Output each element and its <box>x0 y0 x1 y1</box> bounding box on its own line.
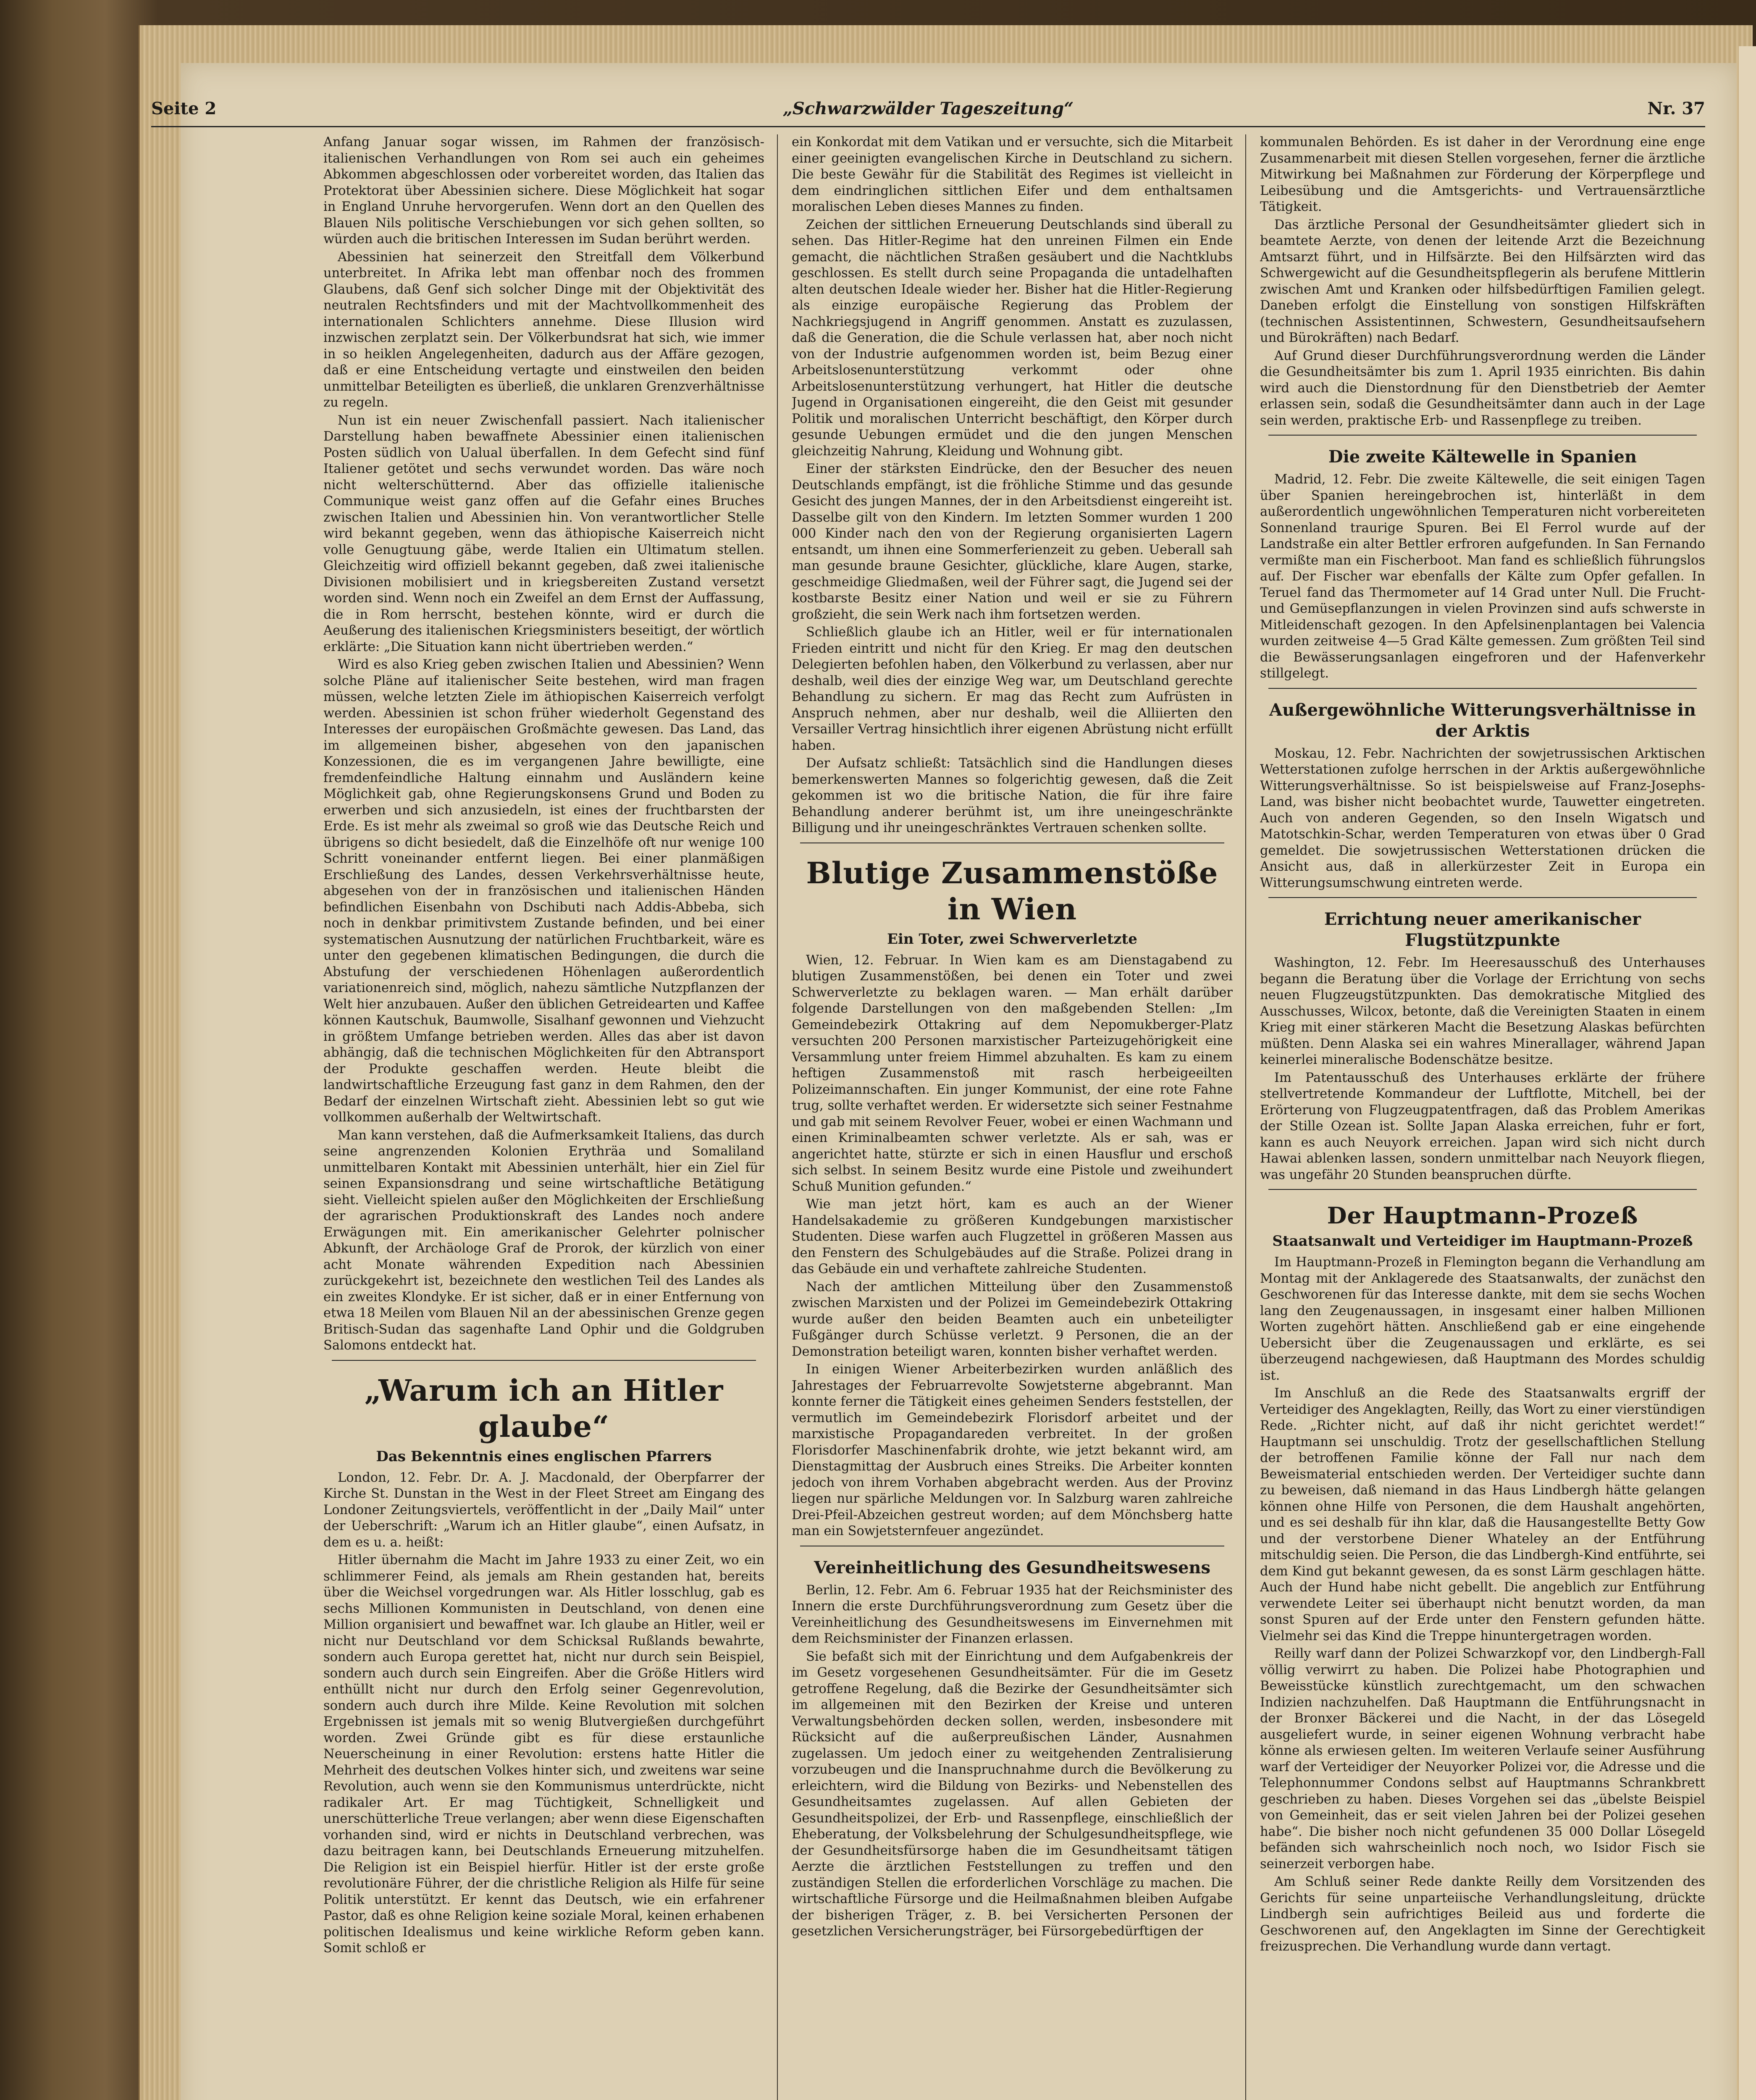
column-divider <box>1245 134 1246 2100</box>
paragraph: Wird es also Krieg geben zwischen Italien und Abessinien? Wenn solche Pläne auf italienischer Seite bestehen, wird man fragen müssen, welche letzten Ziele im äthiopischen Kaiserreich verfolgt werden. Abessinien ist schon früher wiederholt Gegenstand des Interesses der europäischen Großmächte gewesen. Das Land, das im allgemeinen bisher, abgesehen von den japanischen Konzessionen, die es im vergangenen Jahre bewilligte, eine fremdenfeindliche Haltung einnahm und Ausländern keine Möglichkeit gab, ohne Regierungskonsens Grund und Boden zu erwerben und sich anzusiedeln, ist eines der fruchtbarsten der Erde. Es ist mehr als zweimal so groß wie das Deutsche Reich und übrigens so dicht besiedelt, daß die Einzelhöfe oft nur wenige 100 Schritt voneinander entfernt liegen. Bei einer planmäßigen Erschließung des Landes, dessen Verkehrsverhältnisse heute, abgesehen von der in französischen und italienischen Händen befindlichen Eisenbahn von Dschibuti nach Addis-Abbeba, sich noch in denkbar primitivstem Zustande befinden, und bei einer systematischen Ausnutzung der natürlichen Fruchtbarkeit, wäre es unter den gegebenen klimatischen Bedingungen, die durch die Abstufung der verschiedenen Höhenlagen außerordentlich variationenreich sind, möglich, nahezu sämtliche Nutzpflanzen der Welt hier anzubauen. Außer den üblichen Getreidearten und Kaffee können Kautschuk, Baumwolle, Sisalhanf gewonnen und Viehzucht in größtem Umfange betrieben werden. Alles das aber ist davon abhängig, daß die technischen Möglichkeiten für den Abtransport der Produkte geschaffen werden. Heute bleibt die landwirtschaftliche Erzeugung fast ganz in dem Rahmen, den der Bedarf der einzelnen Wirtschaft zieht. Abessinien lebt so gut wie vollkommen außerhalb der Weltwirtschaft. <box>323 657 764 1125</box>
subheadline-hauptmann-prozess: Staatsanwalt und Verteidiger im Hauptmann-Prozeß <box>1272 1233 1693 1250</box>
article-separator <box>1268 435 1697 436</box>
paragraph: Auf Grund dieser Durchführungsverordnung werden die Länder die Gesundheitsämter bis zum 1. April 1935 einrichten. Bis dahin wird auch die Dienstordnung für den Dienstbetrieb der Aemter erlassen sein, sodaß die Gesundheitsämter dann auch in der Lage sein werden, praktische Erb- und Rassenpflege zu treiben. <box>1260 348 1705 428</box>
headline-flugstuetzpunkte: Errichtung neuer amerikanischer Flugstützpunkte <box>1324 909 1641 950</box>
column-divider <box>777 134 778 2100</box>
page-label: Seite 2 <box>151 99 217 118</box>
paragraph: London, 12. Febr. Dr. A. J. Macdonald, der Oberpfarrer der Kirche St. Dunstan in the West in der Fleet Street am Eingang des Londoner Zeitungsviertels, veröffentlicht in der „Daily Mail“ unter der Ueberschrift: „Warum ich an Hitler glaube“, einen Aufsatz, in dem es u. a. heißt: <box>323 1470 764 1550</box>
page-header <box>151 99 1705 124</box>
paragraph: Washington, 12. Febr. Im Heeresausschuß des Unterhauses begann die Beratung über die Vorlage der Errichtung von sechs neuen Flugzeugstützpunkten. Das demokratische Mitglied des Ausschusses, Wilcox, betonte, daß die Vereinigten Staaten in einem Krieg mit einer stärkeren Macht die Besetzung Alaskas befürchten müßten. Denn Alaska sei ein wahres Minerallager, während Japan keinerlei mineralische Bodenschätze besitze. <box>1260 956 1705 1067</box>
paragraph: Einer der stärksten Eindrücke, den der Besucher des neuen Deutschlands empfängt, ist die fröhliche Stimme und das gesunde Gesicht des jungen Mannes, der in den Arbeitsdienst eingereiht ist. Dasselbe gilt von den Kindern. Im letzten Sommer wurden 1 200 000 Kinder nach den von der Regierung organisierten Lagern entsandt, um ihnen eine Sommerferienzeit zu geben. Ueberall sah man gesunde braune Gesichter, glückliche, klare Augen, starke, geschmeidige Gliedmaßen, weil der Führer sagt, die Jugend sei der kostbarste Besitz einer Nation und weil er sie zu Führern großzieht, die sein Werk nach ihm fortsetzen werden. <box>792 462 1233 622</box>
paragraph: Wie man jetzt hört, kam es auch an der Wiener Handelsakademie zu größeren Kundgebungen marxistischer Studenten. Diese warfen auch Flugzettel in größeren Massen aus den Fenstern des Schulgebäudes auf die Straße. Polizei drang in das Gebäude ein und verhaftete zahlreiche Studenten. <box>792 1197 1233 1276</box>
paragraph: Reilly warf dann der Polizei Schwarzkopf vor, den Lindbergh-Fall völlig verwirrt zu haben. Die Polizei habe Photographien und Beweisstücke künstlich zurechtgemacht, um den schwachen Indizien nachzuhelfen. Daß Hauptmann die Entführungsnacht in der Bronxer Bäckerei und die Nacht, in der das Lösegeld ausgeliefert wurde, in seiner eigenen Wohnung verbracht habe könne als erwiesen gelten. Im weiteren Verlaufe seiner Ausführung warf der Verteidiger der Neuyorker Polizei vor, die Adresse und die Telephonnummer Condons selbst auf Hauptmanns Schrankbrett geschrieben zu haben. Dieses Vorgehen sei das „übelste Beispiel von Gemeinheit, das er seit vielen Jahren bei der Polizei gesehen habe“. Die bisher noch nicht gefundenen 35 000 Dollar Lösegeld befänden sich wahrscheinlich noch noch, wo Isidor Fisch sie seinerzeit verborgen habe. <box>1260 1646 1705 1872</box>
paragraph: Im Anschluß an die Rede des Staatsanwalts ergriff der Verteidiger des Angeklagten, Reilly, das Wort zu einer vierstündigen Rede. „Richter nicht, auf daß ihr nicht gerichtet werdet!“ Hauptmann sei unschuldig. Trotz der gesellschaftlichen Stellung der betroffenen Familie könne der Fall nur nach dem Beweismaterial entschieden werden. Der Verteidiger suchte dann zu beweisen, daß niemand in das Haus Lindbergh hätte gelangen können ohne Hilfe von Personen, die dem Haushalt angehörten, und es sei deshalb für ihn klar, daß die Hausangestellte Betty Gow und der verstorbene Diener Whateley an der Entführung mitschuldig seien. Die Person, die das Lindbergh-Kind entführte, sei dem Kind gut bekannt gewesen, da es sonst Lärm geschlagen hätte. Auch der Hund habe nicht gebellt. Die angeblich zur Entführung verwendete Leiter sei überhaupt nicht benutzt worden, da man sonst Spuren auf der Erde unter den Fenstern gefunden hätte. Vielmehr sei das Kind die Treppe hinuntergetragen worden. <box>1260 1386 1705 1643</box>
issue-number: Nr. 37 <box>1647 99 1705 118</box>
subheadline-hitler: Das Bekenntnis eines englischen Pfarrers <box>376 1448 712 1465</box>
paragraph: Man kann verstehen, daß die Aufmerksamkeit Italiens, das durch seine angrenzenden Kolonien Erythräa und Somaliland unmittelbaren Kontakt mit Abessinien unterhält, hier ein Ziel für seinen Expansionsdrang und seine wirtschaftliche Betätigung sieht. Vielleicht spielen außer den Möglichkeiten der Erschließung der agrarischen Produktionskraft des Landes noch andere Erwägungen mit. Ein amerikanischer Gelehrter polnischer Abkunft, der Archäologe Graf de Prorok, der kürzlich von einer acht Monate währenden Expedition nach Abessinien zurückgekehrt ist, bezeichnete den westlichen Teil des Landes als ein zweites Klondyke. Er ist sicher, daß er in einer Entfernung von etwa 18 Meilen vom Blauen Nil an der abessinischen Grenze gegen Britisch-Sudan das sagenhafte Land Ophir und die Goldgruben Salomons entdeckt hat. <box>323 1128 764 1353</box>
paragraph: Anfang Januar sogar wissen, im Rahmen der französisch-italienischen Verhandlungen von Rom sei auch ein geheimes Abkommen abgeschlossen oder vorbereitet worden, das Italien das Protektorat über Abessinien sichere. Diese Möglichkeit hat sogar in England Unruhe hervorgerufen. Wenn dort an den Quellen des Blauen Nils politische Verschiebungen vor sich gehen sollten, so würden auch die britischen Interessen im Sudan berührt werden. <box>323 135 764 247</box>
column-3 <box>1260 134 1705 2100</box>
article-separator <box>1268 897 1697 898</box>
paragraph: Im Patentausschuß des Unterhauses erklärte der frühere stellvertretende Kommandeur der Luftflotte, Mitchell, bei der Erörterung von Flugzeugpatentfragen, daß das Problem Amerikas der Stille Ozean ist. Sollte Japan Alaska erreichen, fuhr er fort, kann es auch Neuyork erreichen. Japan wird sich nicht durch Hawai ablenken lassen, sondern unmittelbar nach Neuyork fliegen, was ungefähr 20 Stunden beanspruchen dürfte. <box>1260 1070 1705 1182</box>
header-rule <box>151 126 1705 127</box>
column-2 <box>792 134 1233 2100</box>
headline-hauptmann-prozess: Der Hauptmann-Prozeß <box>1327 1202 1638 1229</box>
paragraph: ein Konkordat mit dem Vatikan und er versuchte, sich die Mitarbeit einer geeinigten evangelischen Kirche in Deutschland zu sichern. Die beste Gewähr für die Stabilität des Regimes ist vielleicht in dem eindringlichen sittlichen Eifer und dem enthaltsamen moralischen Leben dieses Mannes zu finden. <box>792 135 1233 214</box>
paragraph: Madrid, 12. Febr. Die zweite Kältewelle, die seit einigen Tagen über Spanien hereingebrochen ist, hinterläßt in dem außerordentlich ungewöhnlichen Temperaturen nicht vorbereiteten Sonnenland traurige Spuren. Bei El Ferrol wurde auf der Landstraße ein alter Bettler erfroren aufgefunden. In San Fernando vermißte man ein Fischerboot. Man fand es schließlich führungslos auf. Der Fischer war ebenfalls der Kälte zum Opfer gefallen. In Teruel fand das Thermometer auf 14 Grad unter Null. Die Frucht- und Gemüsepflanzungen in vielen Provinzen sind aufs schwerste in Mitleidenschaft gezogen. In den Apfelsinenplantagen bei Valencia wurden zeitweise 4—5 Grad Kälte gemessen. Zum größten Teil sind die Bewässerungsanlagen eingefroren und der Hafenverkehr stillgelegt. <box>1260 472 1705 681</box>
paragraph: Sie befaßt sich mit der Einrichtung und dem Aufgabenkreis der im Gesetz vorgesehenen Gesundheitsämter. Für die im Gesetz getroffene Regelung, daß die Bezirke der Gesundheitsämter sich im allgemeinen mit den Bezirken der Kreise und unteren Verwaltungsbehörden decken sollen, werden, insbesondere mit Rücksicht auf die außerpreußischen Länder, Ausnahmen zugelassen. Um jedoch einer zu weitgehenden Zentralisierung vorzubeugen und die Inanspruchnahme durch die Bevölkerung zu erleichtern, wird die Bildung von Bezirks- und Nebenstellen des Gesundheitsamtes zugelassen. Auf allen Gebieten der Gesundheitspolizei, der Erb- und Rassenpflege, einschließlich der Eheberatung, der Volksbelehrung der Schulgesundheitspflege, wie der Gesundheitsfürsorge haben die im Gesundheitsamt tätigen Aerzte die ärztlichen Feststellungen zu treffen und den zuständigen Stellen die erforderlichen Vorschläge zu machen. Die wirtschaftliche Fürsorge und die Heilmaßnahmen bleiben Aufgabe der bisherigen Träger, z. B. bei Versicherten Personen der gesetzlichen Versicherungsträger, bei Fürsorgebedürftigen der <box>792 1649 1233 1939</box>
paragraph: Der Aufsatz schließt: Tatsächlich sind die Handlungen dieses bemerkenswerten Mannes so folgerichtig gewesen, daß die Zeit gekommen ist wo die britische Nation, die für ihre faire Behandlung anderer berühmt ist, um ihre uneingeschränkte Billigung und ihr uneingeschränktes Vertrauen schenken sollte. <box>792 756 1233 835</box>
headline-kaeltewelle: Die zweite Kältewelle in Spanien <box>1328 447 1637 467</box>
headline-gesundheitswesen: Vereinheitlichung des Gesundheitswesens <box>814 1557 1210 1578</box>
facing-page-edge <box>1739 46 1756 2100</box>
paragraph: Berlin, 12. Febr. Am 6. Februar 1935 hat der Reichsminister des Innern die erste Durchführungsverordnung zum Gesetz über die Vereinheitlichung des Gesundheitswesens im Einvernehmen mit dem Reichsminister der Finanzen erlassen. <box>792 1583 1233 1646</box>
article-separator <box>1268 688 1697 689</box>
paragraph: Hitler übernahm die Macht im Jahre 1933 zu einer Zeit, wo ein schlimmerer Feind, als jemals am Rhein gestanden hat, bereits über die Weichsel vorgedrungen war. Als Hitler losschlug, gab es sechs Millionen Kommunisten in Deutschland, von denen eine Million organisiert und bewaffnet war. Ich glaube an Hitler, weil er nicht nur Deutschland vor dem Schicksal Rußlands bewahrte, sondern auch Europa gerettet hat, nicht nur durch sein Beispiel, sondern auch durch sein Eingreifen. Aber die Größe Hitlers wird enthüllt nicht nur durch den Erfolg seiner Gegenrevolution, sondern auch durch ihre Milde. Keine Revolution mit solchen Ergebnissen ist jemals mit so wenig Blutvergießen durchgeführt worden. Zwei Gründe gibt es für diese erstaunliche Neuerscheinung in einer Revolution: erstens hatte Hitler die Mehrheit des deutschen Volkes hinter sich, und zweitens war seine Revolution, auch wenn sie den Kommunismus unterdrückte, nicht radikaler Art. Er mag Tüchtigkeit, Schnelligkeit und unerschütterliche Treue verlangen; aber wenn diese Eigenschaften vorhanden sind, wird er nichts in Deutschland verbrechen, was dazu beitragen kann, bei Deutschlands Erneuerung mitzuhelfen. Die Religion ist ein Beispiel hierfür. Hitler ist der erste große revolutionäre Führer, der die christliche Religion als Hilfe für seine Politik unterstützt. Er kennt das Deutsch, wie ein erfahrener Pastor, daß es ohne Religion keine soziale Moral, keinen erhabenen politischen Idealismus und keine wirkliche Reform geben kann. Somit schloß er <box>323 1553 764 1956</box>
article-separator <box>332 1360 756 1361</box>
paragraph: kommunalen Behörden. Es ist daher in der Verordnung eine enge Zusammenarbeit mit diesen Stellen vorgesehen, ferner die ärztliche Mitwirkung bei Maßnahmen zur Förderung der Körperpflege und Leibesübung und die Amtsgerichts- und Vertrauensärztliche Tätigkeit. <box>1260 135 1705 214</box>
headline-hitler: „Warum ich an Hitler glaube“ <box>364 1373 724 1444</box>
paper-title: „Schwarzwälder Tageszeitung“ <box>782 99 1074 118</box>
column-1 <box>323 134 764 2100</box>
paragraph: Moskau, 12. Febr. Nachrichten der sowjetrussischen Arktischen Wetterstationen zufolge herrschen in der Arktis außergewöhnliche Witterungsverhältnisse. So ist beispielsweise auf Franz-Josephs-Land, was bisher nicht beobachtet wurde, Tauwetter eingetreten. Auch von anderen Gegenden, so den Inseln Wigatsch und Matotschkin-Schar, werden Temperaturen von etwas über 0 Grad gemeldet. Die sowjetrussischen Wetterstationen drücken die Ansicht aus, daß in allerkürzester Zeit in Europa ein Witterungsumschwung eintreten werde. <box>1260 746 1705 890</box>
paragraph: Nach der amtlichen Mitteilung über den Zusammenstoß zwischen Marxisten und der Polizei im Gemeindebezirk Ottakring wurde außer den beiden Beamten auch ein unbeteiligter Fußgänger durch Schüsse verletzt. 9 Personen, die an der Demonstration beteiligt waren, konnten bisher verhaftet werden. <box>792 1279 1233 1359</box>
paragraph: Am Schluß seiner Rede dankte Reilly dem Vorsitzenden des Gerichts für seine unparteiische Verhandlungsleitung, drückte Lindbergh sein aufrichtiges Beileid aus und forderte die Geschworenen auf, den Angeklagten im Sinne der Gerechtigkeit freizusprechen. Die Verhandlung wurde dann vertagt. <box>1260 1874 1705 1954</box>
paragraph: Nun ist ein neuer Zwischenfall passiert. Nach italienischer Darstellung haben bewaffnete Abessinier einen italienischen Posten südlich von Ualual überfallen. In dem Gefecht sind fünf Italiener getötet und sechs verwundet worden. Das wäre noch nicht welterschütternd. Aber das offizielle italienische Communique weist ganz offen auf die Gefahr eines Bruches zwischen Italien und Abessinien hin. Von verantwortlicher Stelle wird bekannt gegeben, wenn das äthiopische Kaiserreich nicht volle Genugtuung gäbe, werde Italien ein Ultimatum stellen. Gleichzeitig wird offiziell bekannt gegeben, daß zwei italienische Divisionen mobilisiert und in kriegsbereiten Zustand versetzt worden sind. Wenn noch ein Zweifel an dem Ernst der Auffassung, die in Rom herrscht, bestehen könnte, wird er durch die Aeußerung des italienischen Kriegsministers beseitigt, der wörtlich erklärte: „Die Situation kann nicht übertrieben werden.“ <box>323 413 764 654</box>
paragraph: Im Hauptmann-Prozeß in Flemington begann die Verhandlung am Montag mit der Anklagerede des Staatsanwalts, der zunächst den Geschworenen für das Interesse dankte, mit dem sie sechs Wochen lang den Zeugenaussagen, in insgesamt einer halben Millionen Worten zugehört hätten. Anschließend gab er eine eingehende Uebersicht über die Zeugenaussagen und erklärte, es sei überzeugend nachgewiesen, daß Hauptmann des Mordes schuldig ist. <box>1260 1255 1705 1383</box>
subheadline-wien: Ein Toter, zwei Schwerverletzte <box>887 930 1137 948</box>
paragraph: Wien, 12. Februar. In Wien kam es am Dienstagabend zu blutigen Zusammenstößen, bei denen ein Toter und zwei Schwerverletzte zu beklagen waren. — Man erhält darüber folgende Darstellungen von den maßgebenden Stellen: „Im Gemeindebezirk Ottakring auf dem Nepomukberger-Platz versuchten 200 Personen marxistischer Parteizugehörigkeit eine Versammlung unter freiem Himmel abzuhalten. Es kam zu einem heftigen Zusammenstoß mit rasch herbeigeeilten Polizeimannschaften. Ein junger Kommunist, der eine rote Fahne trug, sollte verhaftet werden. Er widersetzte sich seiner Festnahme und gab mit seinem Revolver Feuer, wobei er einen Wachmann und einen Kriminalbeamten schwer verletzte. Als er sah, was er angerichtet hatte, stürzte er sich in einen Hausflur und erschoß sich selbst. In seinem Besitz wurde eine Pistole und zweihundert Schuß Munition gefunden.“ <box>792 953 1233 1194</box>
article-separator <box>1268 1189 1697 1190</box>
headline-arktis: Außergewöhnliche Witterungsverhältnisse in der Arktis <box>1269 700 1696 741</box>
headline-wien: Blutige Zusammenstöße in Wien <box>806 855 1218 927</box>
paragraph: In einigen Wiener Arbeiterbezirken wurden anläßlich des Jahrestages der Februarrevolte Sowjetsterne abgebrannt. Man konnte ferner die Tätigkeit eines geheimen Senders feststellen, der vermutlich im Gemeindebezirk Florisdorf arbeitet und der marxistische Propagandareden verbreitet. In der großen Florisdorfer Maschinenfabrik drohte, wie jetzt bekannt wird, am Dienstagmittag der Ausbruch eines Streiks. Die Arbeiter konnten jedoch von ihrem Vorhaben abgebracht werden. Aus der Provinz liegen nur spärliche Meldungen vor. In Salzburg waren zahlreiche Drei-Pfeil-Abzeichen gestreut worden; auf dem Mönchsberg hatte man ein Sowjetsternfeuer angezündet. <box>792 1362 1233 1538</box>
paragraph: Zeichen der sittlichen Erneuerung Deutschlands sind überall zu sehen. Das Hitler-Regime hat den unreinen Filmen ein Ende gemacht, die nächtlichen Straßen gesäubert und die Nachtklubs geschlossen. Es stellt durch seine Propaganda die untadelhaften alten deutschen Ideale wieder her. Bisher hat die Hitler-Regierung als einzige europäische Regierung das Problem der Nachkriegsjugend in Angriff genommen. Anstatt es zuzulassen, daß die Generation, die die Schule verlassen hat, aber noch nicht von der Industrie aufgenommen worden ist, beim Bezug einer Arbeitslosenunterstützung verkommt oder ohne Arbeitslosenunterstützung verhungert, hat Hitler die deutsche Jugend in Organisationen eingereiht, die den Geist mit gesunder Politik und moralischen Unterricht beschäftigt, den Körper durch gesunde Uebungen ermüdet und die den jungen Menschen gleichzeitig Nahrung, Kleidung und Wohnung gibt. <box>792 217 1233 459</box>
paragraph: Das ärztliche Personal der Gesundheitsämter gliedert sich in beamtete Aerzte, von denen der leitende Arzt die Bezeichnung Amtsarzt führt, und in Hilfsärzte. Bei den Hilfsärzten wird das Schwergewicht auf die Gesundheitspflegerin als berufene Mittlerin zwischen Amt und Kranken oder hilfsbedürftigen Familien gelegt. Daneben erfolgt die Einstellung von sonstigen Hilfskräften (technischen Assistentinnen, Schwestern, Gesundheitsaufsehern und Bürokräften) nach Bedarf. <box>1260 217 1705 345</box>
paragraph: Abessinien hat seinerzeit den Streitfall dem Völkerbund unterbreitet. In Afrika lebt man offenbar noch des frommen Glaubens, daß Genf sich solcher Dinge mit der Objektivität des neutralen Rechtsfinders und mit der Machtvollkommenheit des internationalen Schlichters annehme. Diese Illusion wird inzwischen zerplatzt sein. Der Völkerbundsrat hat sich, wie immer in so heiklen Angelegenheiten, dadurch aus der Affäre gezogen, daß er eine Entscheidung vertagte und einstweilen den beiden unmittelbar Beteiligten es überließ, die unklaren Grenzverhältnisse zu regeln. <box>323 249 764 410</box>
paragraph: Schließlich glaube ich an Hitler, weil er für internationalen Frieden eintritt und nicht für den Krieg. Er mag den deutschen Delegierten befohlen haben, den Völkerbund zu verlassen, aber nur deshalb, weil dies der einzige Weg war, um Deutschland gerechte Behandlung zu sichern. Er mag das Recht zum Aufrüsten in Anspruch nehmen, aber nur deshalb, weil die Alliierten den Versailler Vertrag hinsichtlich ihrer eigenen Abrüstung nicht erfüllt haben. <box>792 625 1233 753</box>
